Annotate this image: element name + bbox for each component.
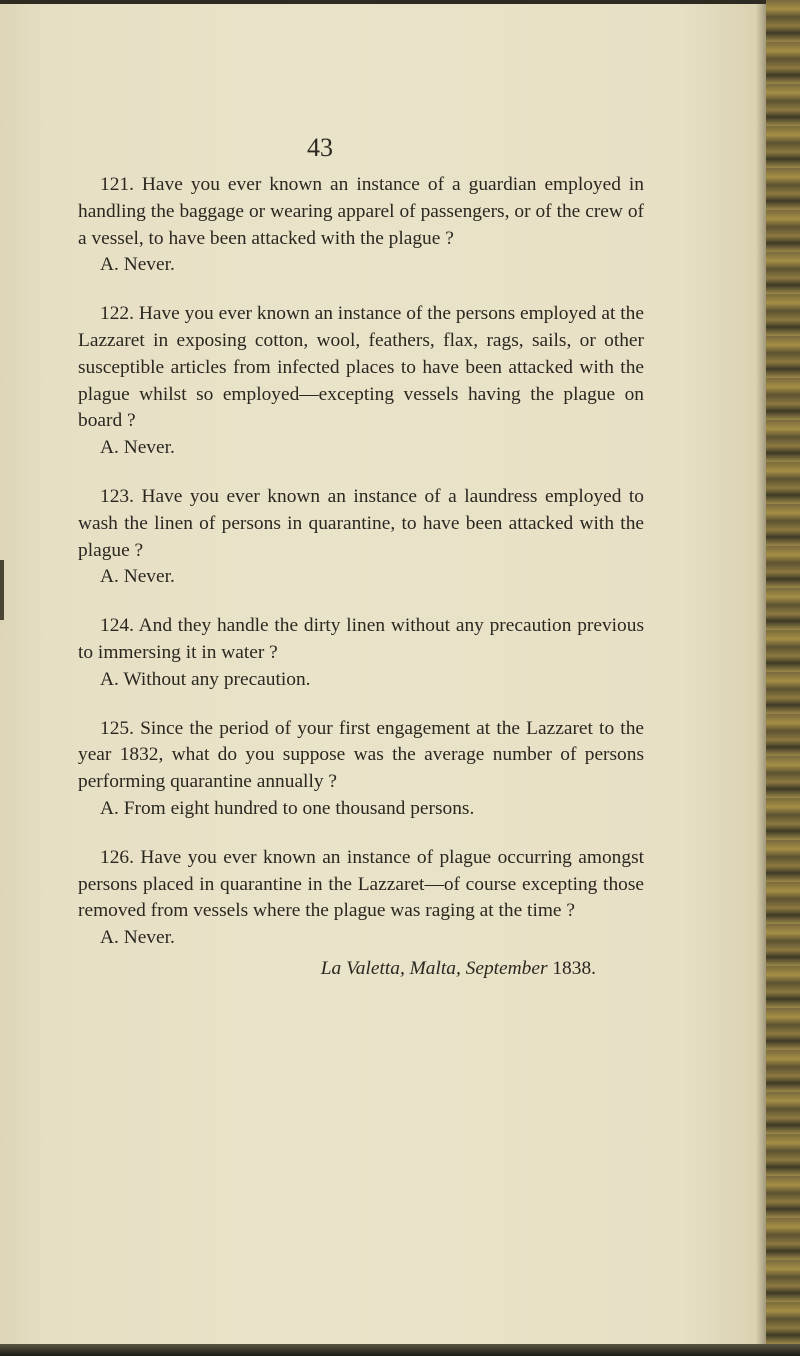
- page-body: [78, 172, 644, 983]
- question-text: 125. Since the period of your first engagement at the Lazzaret to the year 1832, what do you suppose was the average number of persons performing quarantine annually ?: [78, 717, 644, 793]
- question-text: 126. Have you ever known an instance of plague occurring amongst persons placed in quarantine in the Lazzaret—of course excepting those removed from vessels where the plague was raging at the time ?: [78, 846, 644, 922]
- question-text: 123. Have you ever known an instance of a laundress employed to wash the linen of persons in quarantine, to have been attacked with the plague ?: [78, 485, 644, 561]
- answer-text: A. Without any precaution.: [100, 668, 311, 690]
- qa-entry-123: [78, 484, 644, 591]
- page-top-edge: [0, 0, 790, 4]
- answer-text: A. From eight hundred to one thousand persons.: [100, 797, 475, 819]
- binding-shadow: [756, 0, 766, 1356]
- answer-text: A. Never.: [100, 566, 175, 588]
- question-text: 124. And they handle the dirty linen without any precaution previous to immersing it in water ?: [78, 615, 644, 663]
- question-text: 122. Have you ever known an instance of the persons employed at the Lazzaret in exposing cotton, wool, feathers, flax, rags, sails, or other susceptible articles from infected places to have been attacked with the plague whilst so employed—excepting vessels having the plague on board ?: [78, 303, 644, 432]
- qa-entry-122: [78, 301, 644, 462]
- book-binding: [766, 0, 800, 1356]
- qa-entry-126: [78, 845, 644, 952]
- page-bottom-edge: [0, 1344, 800, 1356]
- answer-text: A. Never.: [100, 437, 175, 459]
- signature-place: La Valetta, Malta, September: [320, 957, 548, 979]
- answer-text: A. Never.: [100, 927, 175, 949]
- page-left-edge: [0, 560, 4, 620]
- qa-entry-124: [78, 613, 644, 693]
- qa-entry-121: [78, 172, 644, 279]
- answer-text: A. Never.: [100, 254, 175, 276]
- signature-year: 1838.: [552, 957, 596, 979]
- qa-entry-125: [78, 716, 644, 823]
- place-date-signature: [78, 956, 644, 983]
- page-number: 43: [307, 133, 333, 162]
- question-text: 121. Have you ever known an instance of a guardian employed in handling the baggage or wearing apparel of passengers, or of the crew of a vessel, to have been attacked with the plague ?: [78, 174, 644, 249]
